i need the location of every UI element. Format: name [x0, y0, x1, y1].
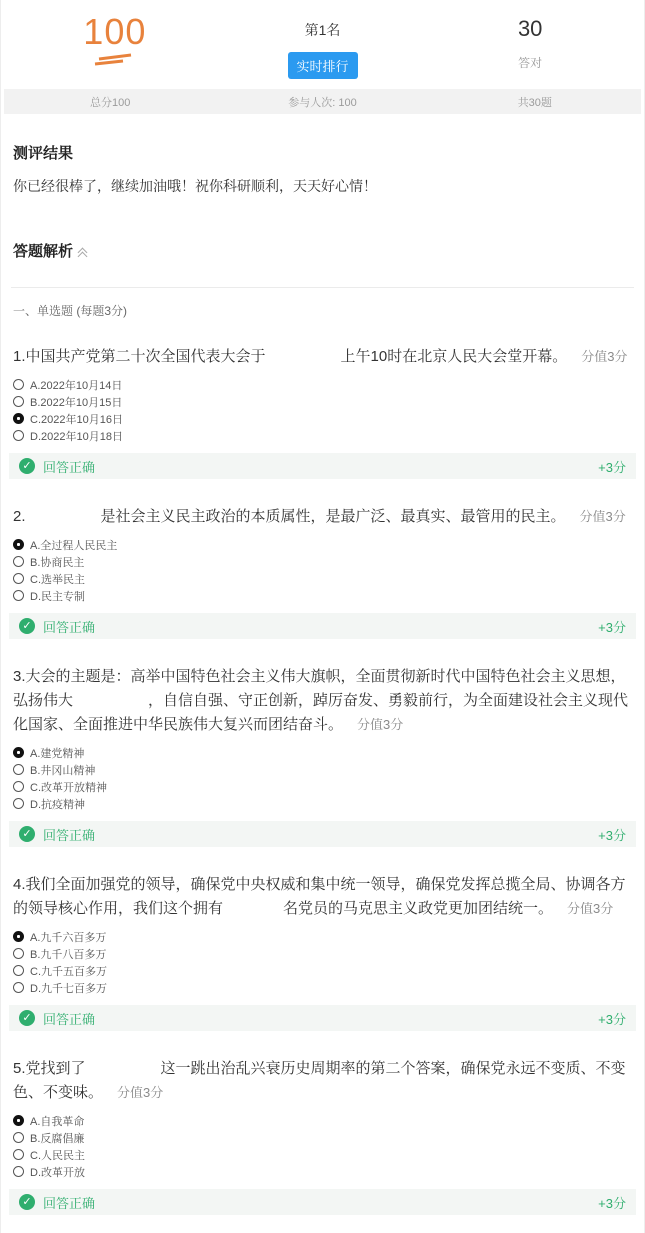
- option-row[interactable]: [13, 570, 632, 587]
- radio-selected-icon[interactable]: [13, 413, 24, 424]
- answer-result-bar: [9, 1005, 636, 1031]
- option-row[interactable]: [13, 945, 632, 962]
- option-label: B.2022年10月15日: [30, 396, 123, 409]
- question-score-label: 分值3分: [579, 509, 626, 524]
- question-text: 2. 是社会主义民主政治的本质属性，是最广泛、最真实、最管用的民主。: [13, 508, 566, 525]
- main-content: [1, 142, 644, 1215]
- option-label: A.建党精神: [30, 747, 85, 760]
- option-label: D.改革开放: [30, 1166, 85, 1179]
- correct-check-icon: ✓: [19, 458, 35, 474]
- option-label: B.九千八百多万: [30, 948, 107, 961]
- answer-result-text: 回答正确: [43, 1011, 96, 1027]
- score-underline-icon: [89, 53, 141, 67]
- stat-question-count: 共30题: [517, 96, 552, 109]
- option-label: D.民主专制: [30, 590, 85, 603]
- collapse-up-icon[interactable]: [79, 249, 86, 256]
- radio-selected-icon[interactable]: [13, 747, 24, 758]
- radio-selected-icon[interactable]: [13, 1115, 24, 1126]
- option-row[interactable]: [13, 393, 632, 410]
- option-row[interactable]: [13, 536, 632, 553]
- stat-total-score: 总分100: [89, 96, 131, 109]
- radio-unselected-icon[interactable]: [13, 764, 24, 775]
- correct-check-icon: ✓: [19, 618, 35, 634]
- correct-count-value: 30: [517, 16, 543, 41]
- option-row[interactable]: [13, 795, 632, 812]
- option-label: B.井冈山精神: [30, 764, 96, 777]
- option-row[interactable]: [13, 1112, 632, 1129]
- option-row[interactable]: [13, 1146, 632, 1163]
- question-block: [13, 505, 632, 639]
- option-row[interactable]: [13, 761, 632, 778]
- option-row[interactable]: [13, 928, 632, 945]
- points-earned: +3分: [598, 1195, 626, 1211]
- stats-band: [4, 89, 641, 114]
- question-text: 3.大会的主题是：高举中国特色社会主义伟大旗帜，全面贯彻新时代中国特色社会主义思想，弘扬伟大 ，自信自强、守正创新，踔厉奋发、勇毅前行，为全面建设社会主义现代化国家、全面推进中华民族伟大复兴而团结奋斗。: [13, 668, 629, 733]
- question-text: 1.中国共产党第二十次全国代表大会于 上午10时在北京人民大会堂开幕。: [13, 348, 568, 365]
- option-row[interactable]: [13, 778, 632, 795]
- option-label: C.选举民主: [30, 573, 85, 586]
- correct-check-icon: ✓: [19, 1194, 35, 1210]
- option-label: D.抗疫精神: [30, 798, 85, 811]
- points-earned: +3分: [598, 827, 626, 843]
- option-row[interactable]: [13, 553, 632, 570]
- option-row[interactable]: [13, 979, 632, 996]
- rank-column: [219, 12, 427, 79]
- correct-check-icon: ✓: [19, 826, 35, 842]
- radio-unselected-icon[interactable]: [13, 1149, 24, 1160]
- radio-unselected-icon[interactable]: [13, 430, 24, 441]
- question-block: [13, 665, 632, 847]
- question-text: 4.我们全面加强党的领导，确保党中央权威和集中统一领导，确保党发挥总揽全局、协调各方的领导核心作用，我们这个拥有 名党员的马克思主义政党更加团结统一。: [13, 876, 626, 917]
- points-earned: +3分: [598, 1011, 626, 1027]
- option-row[interactable]: [13, 410, 632, 427]
- radio-unselected-icon[interactable]: [13, 781, 24, 792]
- question-block: [13, 873, 632, 1031]
- option-label: B.反腐倡廉: [30, 1132, 85, 1145]
- answer-result-text: 回答正确: [43, 619, 96, 635]
- option-label: A.九千六百多万: [30, 931, 107, 944]
- question-text: 5.党找到了 这一跳出治乱兴衰历史周期率的第二个答案，确保党永远不变质、不变色、不变味。: [13, 1060, 626, 1101]
- score-column: [11, 12, 219, 79]
- option-label: A.2022年10月14日: [30, 379, 123, 392]
- radio-unselected-icon[interactable]: [13, 590, 24, 601]
- radio-unselected-icon[interactable]: [13, 396, 24, 407]
- radio-unselected-icon[interactable]: [13, 1166, 24, 1177]
- option-label: D.九千七百多万: [30, 982, 107, 995]
- answer-result-bar: [9, 613, 636, 639]
- option-label: D.2022年10月18日: [30, 430, 123, 443]
- option-row[interactable]: [13, 376, 632, 393]
- score-summary-card: [1, 0, 644, 85]
- radio-selected-icon[interactable]: [13, 931, 24, 942]
- questions-list: [13, 345, 632, 1215]
- question-block: [13, 345, 632, 479]
- evaluation-message: 你已经很棒了，继续加油哦！祝你科研顺利，天天好心情！: [13, 178, 377, 194]
- analysis-title: 答题解析: [13, 243, 74, 260]
- answer-result-bar: [9, 1189, 636, 1215]
- options-list: [13, 536, 632, 604]
- option-row[interactable]: [13, 962, 632, 979]
- radio-unselected-icon[interactable]: [13, 1132, 24, 1143]
- rank-value: 第1名: [304, 22, 341, 38]
- question-score-label: 分值3分: [357, 717, 404, 732]
- options-list: [13, 744, 632, 812]
- option-label: C.改革开放精神: [30, 781, 107, 794]
- correct-column: [426, 12, 634, 79]
- option-label: B.协商民主: [30, 556, 85, 569]
- option-row[interactable]: [13, 427, 632, 444]
- radio-unselected-icon[interactable]: [13, 573, 24, 584]
- correct-check-icon: ✓: [19, 1010, 35, 1026]
- question-score-label: 分值3分: [581, 349, 628, 364]
- section-type-label: 一、单选题 (每题3分): [13, 304, 128, 318]
- evaluation-result-title: 测评结果: [13, 145, 74, 162]
- question-score-label: 分值3分: [117, 1085, 164, 1100]
- option-row[interactable]: [13, 587, 632, 604]
- radio-unselected-icon[interactable]: [13, 556, 24, 567]
- options-list: [13, 376, 632, 444]
- answer-result-bar: [9, 821, 636, 847]
- radio-unselected-icon[interactable]: [13, 965, 24, 976]
- section-divider: [11, 287, 634, 288]
- option-label: A.自我革命: [30, 1115, 85, 1128]
- points-earned: +3分: [598, 459, 626, 475]
- radio-unselected-icon[interactable]: [13, 798, 24, 809]
- radio-selected-icon[interactable]: [13, 539, 24, 550]
- answer-result-text: 回答正确: [43, 1195, 96, 1211]
- option-row[interactable]: [13, 1129, 632, 1146]
- option-label: A.全过程人民民主: [30, 539, 118, 552]
- analysis-header: [13, 240, 632, 261]
- option-row[interactable]: [13, 1163, 632, 1180]
- live-ranking-badge[interactable]: 实时排行: [288, 52, 358, 79]
- option-label: C.九千五百多万: [30, 965, 107, 978]
- option-label: C.2022年10月16日: [30, 413, 123, 426]
- answer-result-text: 回答正确: [43, 459, 96, 475]
- correct-count-label: 答对: [518, 56, 543, 70]
- radio-unselected-icon[interactable]: [13, 379, 24, 390]
- option-row[interactable]: [13, 744, 632, 761]
- question-block: [13, 1057, 632, 1215]
- total-score-value: 100: [83, 11, 147, 52]
- options-list: [13, 928, 632, 996]
- radio-unselected-icon[interactable]: [13, 948, 24, 959]
- answer-result-bar: [9, 453, 636, 479]
- stat-participants: 参与人次: 100: [288, 96, 357, 109]
- option-label: C.人民民主: [30, 1149, 85, 1162]
- radio-unselected-icon[interactable]: [13, 982, 24, 993]
- options-list: [13, 1112, 632, 1180]
- answer-result-text: 回答正确: [43, 827, 96, 843]
- points-earned: +3分: [598, 619, 626, 635]
- question-score-label: 分值3分: [567, 901, 614, 916]
